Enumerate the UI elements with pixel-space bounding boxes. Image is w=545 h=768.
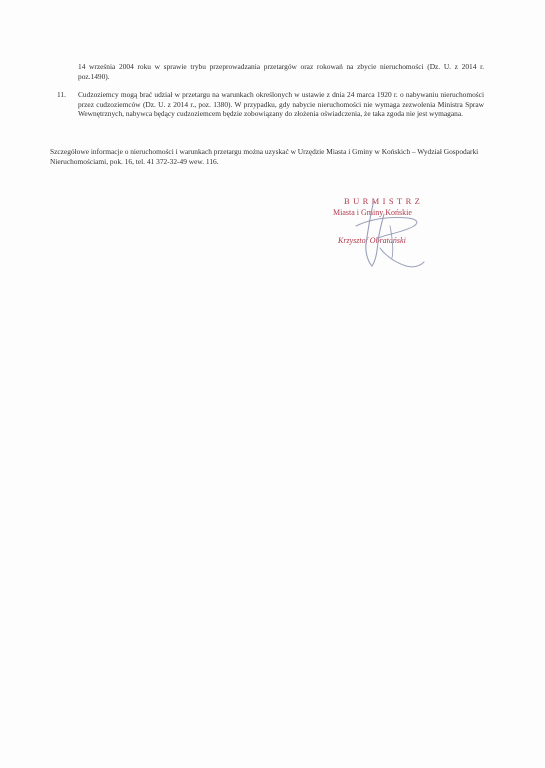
stamp-title: BURMISTRZ [344, 196, 424, 206]
list-item-11 [57, 90, 484, 119]
mayor-stamp [308, 196, 448, 276]
list-item-number: 11. [57, 90, 66, 99]
stamp-name: Krzysztof Obratański [338, 236, 406, 245]
stamp-subtitle: Miasta i Gminy Końskie [333, 208, 412, 217]
contact-information-paragraph: Szczegółowe informacje o nieruchomości i warunkach przetargu można uzyskać w Urzędzie Miasta i Gminy w Końskich – Wydział Gospodarki Nieruchomościami, pok. 16, tel. 41 372-32-49 wew. 116. [50, 147, 479, 166]
list-item-text: Cudzoziemcy mogą brać udział w przetargu na warunkach określonych w ustawie z dnia 24 marca 1920 r. o nabywaniu nieruchomości przez cudzoziemców (Dz. U. z 2014 r., poz. 1380). W przypadku, gdy nabycie nieruchomości nie wymaga zezwolenia Ministra Spraw Wewnętrznych, nabywca będący cudzoziemcem będzie zobowiązany do złożenia oświadczenia, że taka zgoda nie jest wymagana. [78, 90, 484, 119]
handwritten-signature-icon [308, 196, 448, 276]
item-10-continuation: 14 września 2004 roku w sprawie trybu przeprowadzania przetargów oraz rokowań na zbycie nieruchomości (Dz. U. z 2014 r. poz.1490). [78, 62, 484, 81]
